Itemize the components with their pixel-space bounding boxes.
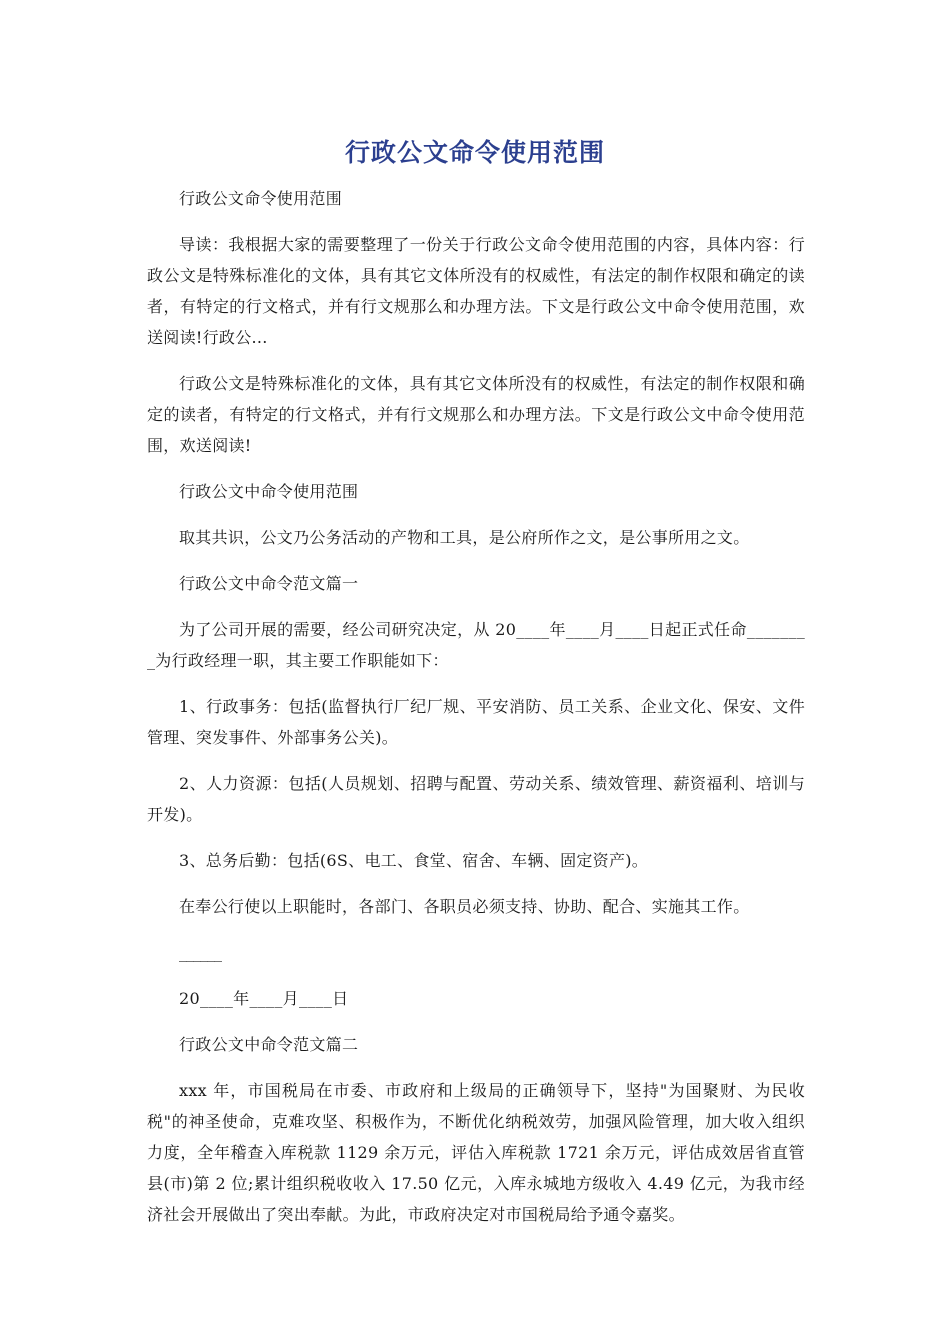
intro-paragraph: 导读：我根据大家的需要整理了一份关于行政公文命令使用范围的内容，具体内容：行政公文是特殊标准化的文体，具有其它文体所没有的权威性，有法定的制作权限和确定的读者，有特定的行文格式，并有行文规那么和办理方法。下文是行政公文中命令使用范围，欢送阅读!行政公...: [147, 235, 805, 347]
section-heading: 行政公文中命令范文篇一: [179, 574, 359, 593]
duty-item: 1、行政事务：包括(监督执行厂纪厂规、平安消防、员工关系、企业文化、保安、文件管理、突发事件、外部事务公关)。: [147, 697, 805, 747]
body-paragraph: 行政公文是特殊标准化的文体，具有其它文体所没有的权威性，有法定的制作权限和确定的读者，有特定的行文格式，并有行文规那么和办理方法。下文是行政公文中命令使用范围，欢送阅读!: [147, 374, 805, 455]
section-heading: 行政公文中命令范文篇二: [179, 1035, 359, 1054]
duty-item: 3、总务后勤：包括(6S、电工、食堂、宿舍、车辆、固定资产)。: [179, 851, 649, 870]
commendation-paragraph: xxx 年，市国税局在市委、市政府和上级局的正确领导下，坚持"为国聚财、为民收税"的神圣使命，克难攻坚、积极作为，不断优化纳税效劳，加强风险管理，加大收入组织力度，全年稽查入库税款 1129 余万元，评估入库税款 1721 余万元，评估成效居省直管县(市)第 2 位;累计组织税收收入 17.50 亿元，入库永城地方级收入 4.49 亿元，为我市经济社会开展做出了突出奉献。为此，市政府决定对市国税局给予通令嘉奖。: [147, 1081, 805, 1224]
date-line: 20____年____月____日: [179, 989, 349, 1008]
document-title: 行政公文命令使用范围: [344, 138, 605, 167]
appointment-paragraph: 为了公司开展的需要，经公司研究决定，从 20____年____月____日起正式任命________为行政经理一职，其主要工作职能如下：: [147, 620, 805, 670]
signature-line: ______: [179, 943, 221, 962]
document-body: [147, 183, 805, 1245]
duty-item: 2、人力资源：包括(人员规划、招聘与配置、劳动关系、绩效管理、薪资福利、培训与开发)。: [147, 774, 805, 824]
subtitle-paragraph: 行政公文命令使用范围: [179, 189, 343, 208]
body-paragraph: 在奉公行使以上职能时，各部门、各职员必须支持、协助、配合、实施其工作。: [179, 897, 750, 916]
body-paragraph: 取其共识，公文乃公务活动的产物和工具，是公府所作之文，是公事所用之文。: [179, 528, 750, 547]
section-heading: 行政公文中命令使用范围: [179, 482, 359, 501]
